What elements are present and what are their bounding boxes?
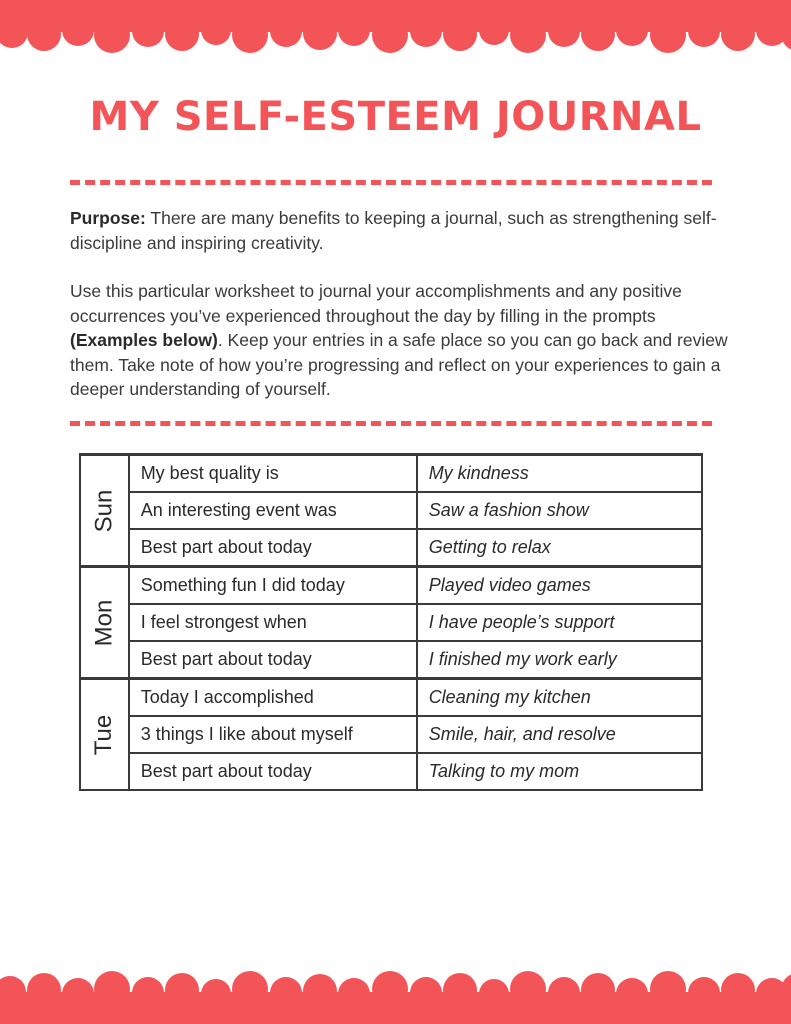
- table-row: [80, 492, 702, 529]
- intro-text: [70, 206, 730, 402]
- dashed-divider-bottom: [70, 421, 712, 426]
- example-cell[interactable]: Smile, hair, and resolve: [417, 716, 702, 753]
- day-label: Sun: [90, 489, 118, 532]
- prompt-cell: Best part about today: [129, 641, 417, 679]
- purpose-text: There are many benefits to keeping a journal, such as strengthening self-discipline and inspiring creativity.: [70, 208, 717, 253]
- purpose-label: Purpose:: [70, 208, 146, 228]
- example-cell[interactable]: My kindness: [417, 455, 702, 493]
- prompt-cell: My best quality is: [129, 455, 417, 493]
- day-label-cell: [80, 567, 129, 679]
- example-cell[interactable]: Saw a fashion show: [417, 492, 702, 529]
- prompt-cell: Best part about today: [129, 753, 417, 790]
- dashed-divider-top: [70, 180, 712, 185]
- prompt-cell: Something fun I did today: [129, 567, 417, 605]
- scalloped-top-border: [0, 0, 791, 60]
- day-label: Mon: [90, 599, 118, 646]
- table-row: [80, 529, 702, 567]
- example-cell[interactable]: Played video games: [417, 567, 702, 605]
- prompt-cell: An interesting event was: [129, 492, 417, 529]
- day-label-cell: [80, 679, 129, 791]
- prompt-cell: I feel strongest when: [129, 604, 417, 641]
- instructions-bold: (Examples below): [70, 330, 218, 350]
- purpose-paragraph: [70, 206, 730, 255]
- example-cell[interactable]: Talking to my mom: [417, 753, 702, 790]
- instructions-after: . Keep your entries in a safe place so you can go back and review them. Take note of how you’re progressing and reflect on your experiences to gain a deeper understanding of yourself.: [70, 330, 728, 399]
- journal-table: [79, 453, 703, 791]
- prompt-cell: Today I accomplished: [129, 679, 417, 717]
- page-title: MY SELF-ESTEEM JOURNAL: [89, 94, 702, 140]
- day-label: Tue: [90, 714, 118, 755]
- prompt-cell: 3 things I like about myself: [129, 716, 417, 753]
- example-cell[interactable]: Getting to relax: [417, 529, 702, 567]
- table-row: [80, 679, 702, 717]
- table-row: [80, 641, 702, 679]
- example-cell[interactable]: Cleaning my kitchen: [417, 679, 702, 717]
- instructions-paragraph: [70, 279, 730, 402]
- prompt-cell: Best part about today: [129, 529, 417, 567]
- example-cell[interactable]: I finished my work early: [417, 641, 702, 679]
- table-row: [80, 455, 702, 493]
- table-row: [80, 567, 702, 605]
- day-label-cell: [80, 455, 129, 567]
- table-row: [80, 604, 702, 641]
- instructions-before: Use this particular worksheet to journal your accomplishments and any positive occurrences you’ve experienced throughout the day by filling in the prompts: [70, 281, 682, 326]
- table-row: [80, 753, 702, 790]
- table-row: [80, 716, 702, 753]
- scalloped-bottom-border: [0, 964, 791, 1024]
- example-cell[interactable]: I have people’s support: [417, 604, 702, 641]
